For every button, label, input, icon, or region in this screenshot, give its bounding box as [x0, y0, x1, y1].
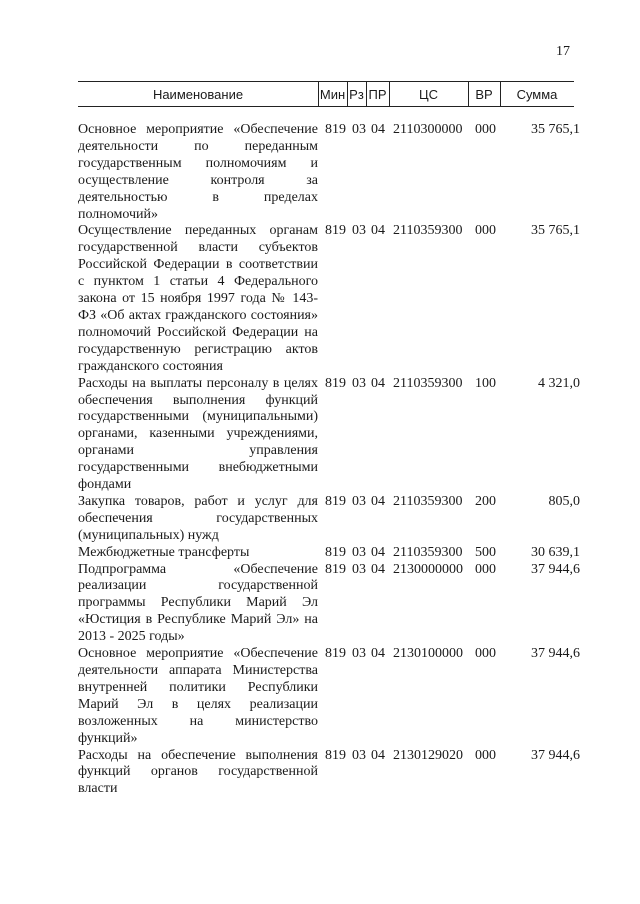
- table-row: [78, 494, 578, 545]
- row-sum: 37 944,6: [531, 646, 580, 662]
- row-vr: 100: [475, 375, 496, 391]
- row-cs: 2110359300: [393, 375, 463, 391]
- table-row: [78, 122, 578, 223]
- row-vr: 000: [475, 223, 496, 239]
- row-rz: 03: [352, 544, 366, 560]
- row-sum: 30 639,1: [531, 544, 580, 560]
- row-min: 819: [325, 493, 346, 509]
- row-sum: 37 944,6: [531, 747, 580, 763]
- row-name: Основное мероприятие «Обеспечение деятельности по переданным государственным полномочиям и осуществление контроля за деятельностью в пределах полномочий»: [78, 122, 318, 222]
- row-rz: 03: [352, 493, 366, 509]
- table-row: [78, 562, 578, 647]
- row-vr: 000: [475, 747, 496, 763]
- row-min: 819: [325, 544, 346, 560]
- row-cs: 2130100000: [393, 646, 463, 662]
- row-pr: 04: [371, 646, 385, 662]
- header-pr: ПР: [368, 87, 387, 102]
- row-name: Межбюджетные трансферты: [78, 544, 250, 560]
- row-cs: 2110359300: [393, 223, 463, 239]
- row-pr: 04: [371, 223, 385, 239]
- row-name: Осуществление переданных органам государственной власти субъектов Российской Федерации в соответствии с пунктом 1 статьи 4 Федерального закона от 15 ноября 1997 года № 143-ФЗ «Об актах гражданского состояния» полномочий Российской Федерации на государственную регистрацию актов гражданского состояния: [78, 223, 318, 374]
- row-cs: 2130129020: [393, 747, 463, 763]
- row-rz: 03: [352, 375, 366, 391]
- row-cs: 2110300000: [393, 122, 463, 137]
- row-pr: 04: [371, 544, 385, 560]
- header-sum: Сумма: [516, 87, 558, 102]
- row-min: 819: [325, 223, 346, 239]
- row-sum: 37 944,6: [531, 561, 580, 577]
- row-rz: 03: [352, 122, 366, 137]
- row-pr: 04: [371, 493, 385, 509]
- row-vr: 000: [475, 561, 496, 577]
- row-min: 819: [325, 375, 346, 391]
- header-cs: ЦС: [418, 87, 438, 102]
- header-rz: Рз: [349, 87, 364, 102]
- table-header-bottom-rule: [78, 106, 574, 107]
- row-pr: 04: [371, 122, 385, 137]
- row-sum: 35 765,1: [531, 223, 580, 239]
- header-name: Наименование: [152, 87, 244, 102]
- row-sum: 35 765,1: [531, 122, 580, 137]
- row-min: 819: [325, 122, 346, 137]
- row-name: Основное мероприятие «Обеспечение деятельности аппарата Министерства внутренней политики Республики Марий Эл в целях реализации возложенных на министерство функций»: [78, 646, 318, 746]
- row-name: Закупка товаров, работ и услуг для обеспечения государственных (муниципальных) нужд: [78, 493, 318, 543]
- row-cs: 2130000000: [393, 561, 463, 577]
- table-row: [78, 545, 578, 562]
- row-pr: 04: [371, 561, 385, 577]
- row-min: 819: [325, 747, 346, 763]
- table-row: [78, 376, 578, 494]
- table-row: [78, 646, 578, 747]
- row-cs: 2110359300: [393, 493, 463, 509]
- budget-table: [78, 122, 578, 798]
- row-rz: 03: [352, 646, 366, 662]
- row-pr: 04: [371, 747, 385, 763]
- row-vr: 000: [475, 646, 496, 662]
- row-vr: 500: [475, 544, 496, 560]
- row-vr: 200: [475, 493, 496, 509]
- row-sum: 4 321,0: [538, 375, 580, 391]
- table-row: [78, 223, 578, 375]
- row-name: Расходы на выплаты персоналу в целях обеспечения выполнения функций государственными (муниципальными) органами, казенными учреждениями, органами управления государственными внебюджетными фондами: [78, 375, 318, 493]
- table-row: [78, 748, 578, 799]
- page-number: 17: [556, 44, 570, 59]
- row-min: 819: [325, 561, 346, 577]
- row-name: Расходы на обеспечение выполнения функций органов государственной власти: [78, 747, 318, 797]
- row-vr: 000: [475, 122, 496, 137]
- header-vr: ВР: [475, 87, 493, 102]
- row-cs: 2110359300: [393, 544, 463, 560]
- row-rz: 03: [352, 561, 366, 577]
- row-min: 819: [325, 646, 346, 662]
- header-min: Мин: [319, 87, 346, 102]
- row-pr: 04: [371, 375, 385, 391]
- row-name: Подпрограмма «Обеспечение реализации государственной программы Республики Марий Эл «Юстиция в Республике Марий Эл» на 2013 - 2025 годы»: [78, 561, 318, 645]
- row-sum: 805,0: [548, 493, 580, 509]
- row-rz: 03: [352, 747, 366, 763]
- row-rz: 03: [352, 223, 366, 239]
